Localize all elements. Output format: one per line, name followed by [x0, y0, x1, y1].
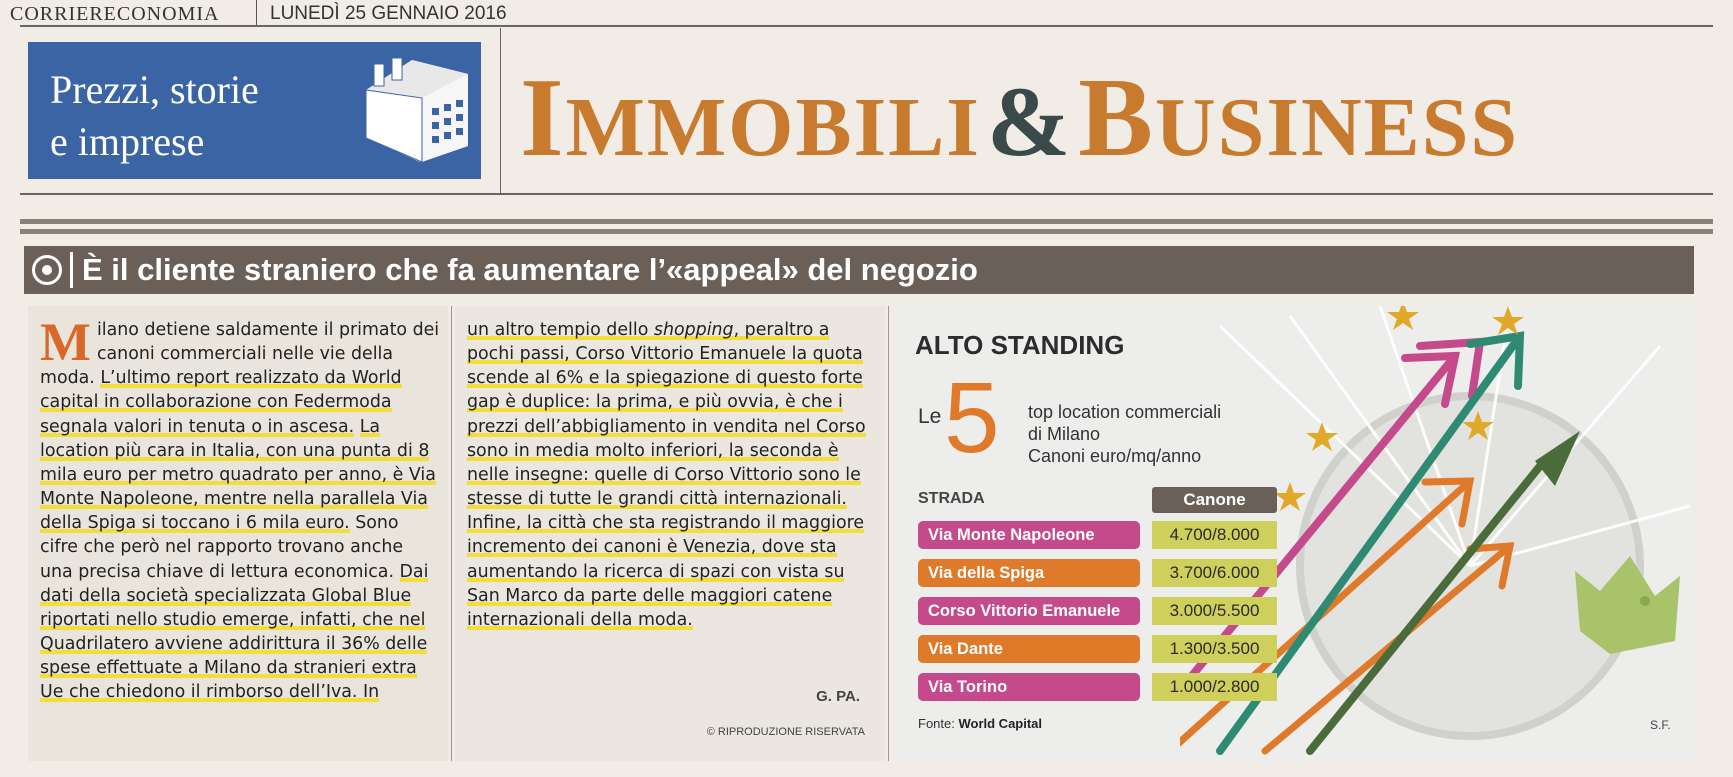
source-name: World Capital — [958, 716, 1043, 731]
section-title-ampersand: & — [986, 66, 1073, 177]
article-sentence: , peraltro a pochi passi, Corso Vittorio Emanuele la quota scende al 6% e la spiegazione di questo forte gap è duplice: la prima, e più ovvia, è che i prezzi dell’abbigliamento in vendita nel Corso sono in media molto inferiori, la seconda è nelle insegne: quelle di Corso Vittorio sono le stesse di tutte le grandi città internazionali. — [467, 320, 866, 510]
section-subtitle-line2: e imprese — [50, 119, 205, 164]
table-row-rent: 1.300/3.500 — [1152, 635, 1277, 663]
section-title-word-1: MMOBILI — [565, 81, 981, 174]
article-column-2 — [467, 318, 877, 632]
section-subtitle-line1: Prezzi, storie — [50, 67, 259, 112]
author-initials: G. PA. — [816, 688, 860, 705]
infographic-source — [918, 716, 1042, 731]
table-header-street: STRADA — [918, 490, 985, 507]
article-column-1 — [40, 312, 440, 705]
table-row-rent: 1.000/2.800 — [1152, 673, 1277, 701]
decorative-stripe — [20, 229, 1713, 234]
section-title-initial-2: B — [1078, 56, 1155, 180]
banner-rule — [20, 193, 1713, 195]
header-rule — [20, 25, 1713, 27]
column-rule — [451, 306, 452, 761]
article-sentence: Sono cifre che però nel rapporto trovano anche una precisa chiave di lettura economica. — [40, 513, 404, 582]
copyright-notice: © RIPRODUZIONE RISERVATA — [706, 726, 865, 738]
newspaper-name: CORRIERECONOMIA — [10, 3, 220, 25]
article-sentence: un altro tempio dello — [467, 320, 654, 340]
article-sentence: L’ultimo report realizzato da World capital in collaborazione con Federmoda segnala valori in tenuta o in ascesa. — [40, 368, 402, 437]
column-rule — [888, 306, 889, 761]
target-icon-center — [42, 265, 52, 275]
source-label: Fonte: — [918, 716, 955, 731]
infographic-kicker: ALTO STANDING — [915, 330, 1125, 360]
table-row-rent: 4.700/8.000 — [1152, 521, 1277, 549]
table-row-street: Via Monte Napoleone — [918, 521, 1140, 549]
decorative-stripe — [20, 219, 1713, 224]
section-title-initial-1: I — [520, 56, 566, 180]
table-row-rent: 3.700/6.000 — [1152, 559, 1277, 587]
issue-date: LUNEDÌ 25 GENNAIO 2016 — [270, 3, 507, 24]
section-title-word-2: USINESS — [1154, 81, 1520, 174]
article-sentence: ilano detiene saldamente il primato dei canoni commerciali nelle vie della moda. — [40, 320, 440, 389]
table-row-street: Corso Vittorio Emanuele — [918, 597, 1140, 625]
infographic-le: Le — [918, 405, 942, 428]
drop-cap: M — [40, 312, 91, 372]
infographic-unit: Canoni euro/mq/anno — [1028, 446, 1202, 466]
table-row-street: Via Dante — [918, 635, 1140, 663]
section-title — [520, 56, 1520, 180]
article-sentence: La location più cara in Italia, con una punta di 8 mila euro per metro quadrato per anno, è Via Monte Napoleone, mentre nella parallela Via della Spiga si toccano i 6 mila euro. — [40, 416, 436, 534]
table-row-street: Via della Spiga — [918, 559, 1140, 587]
building-icon — [360, 50, 472, 165]
banner-divider — [500, 28, 501, 193]
infographic-subtitle: top location commerciali — [1028, 402, 1222, 422]
article-headline: È il cliente straniero che fa aumentare l’«appeal» del negozio — [82, 252, 978, 287]
table-row-rent: 3.000/5.500 — [1152, 597, 1277, 625]
article-emphasis: shopping — [653, 320, 734, 340]
table-header-rent: Canone — [1152, 487, 1277, 513]
infographic-number: 5 — [944, 362, 1000, 474]
article-sentence: Infine, la città che sta registrando il maggiore incremento dei canoni è Venezia, dove sta aumentando la ricerca di spazi con vista su San Marco da parte delle maggiori catene internazionali della moda. — [467, 513, 865, 630]
header-divider — [256, 0, 257, 26]
table-row-street: Via Torino — [918, 673, 1140, 701]
article-sentence: Dai dati della società specializzata Global Blue riportati nello studio emerge, infatti, che nel Quadrilatero avviene addirittura il 36% delle spese effettuate a Milano da stranieri extra Ue che chiedono il rimborso dell’Iva. In — [40, 561, 429, 703]
graphic-credit: S.F. — [1650, 718, 1671, 732]
infographic-subtitle: di Milano — [1028, 424, 1101, 444]
headline-divider — [70, 252, 73, 288]
